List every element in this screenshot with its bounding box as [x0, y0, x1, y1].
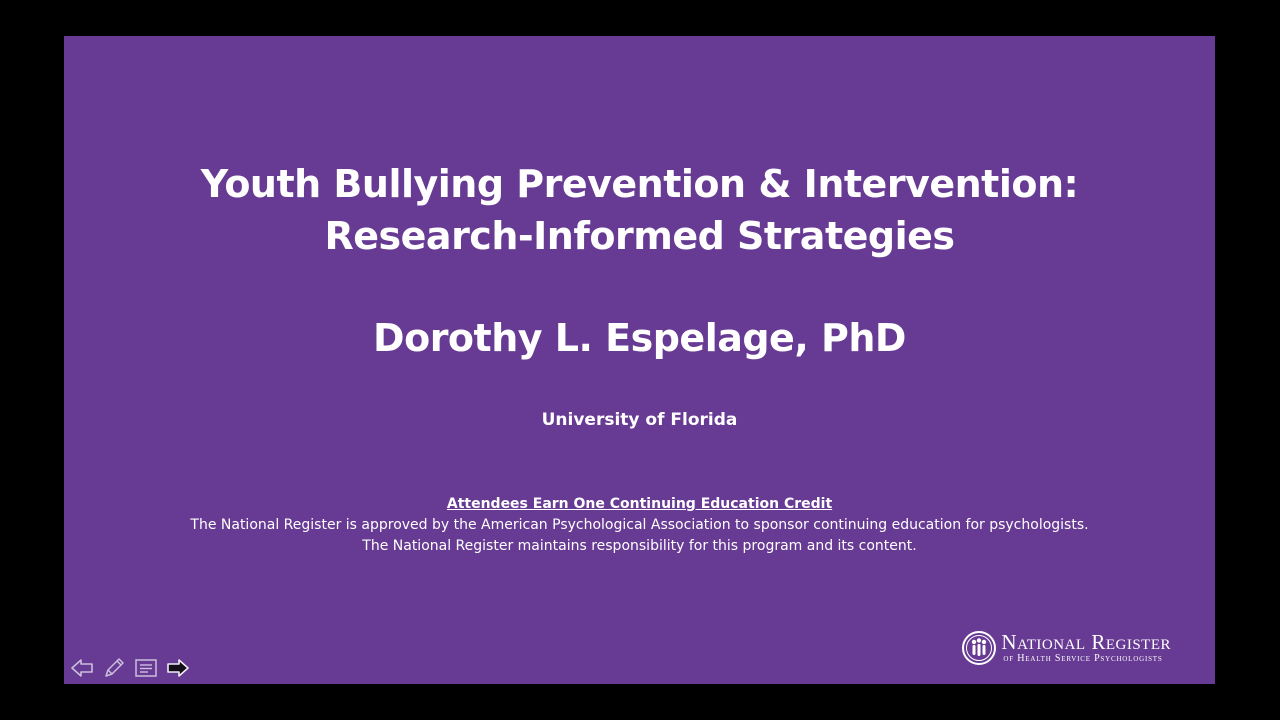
slide-title-line-2: Research-Informed Strategies: [324, 214, 955, 258]
logo-wordmark: [1001, 632, 1171, 664]
slide-menu-button[interactable]: [132, 654, 160, 682]
presentation-slide: [64, 36, 1215, 684]
pen-tool-button[interactable]: [100, 654, 128, 682]
national-register-emblem-icon: [961, 630, 997, 666]
slide-title-line-1: Youth Bullying Prevention & Intervention:: [200, 162, 1079, 206]
presenter-name: Dorothy L. Espelage, PhD: [373, 316, 906, 360]
ce-heading: Attendees Earn One Continuing Education Credit: [446, 496, 833, 512]
slide-title: [64, 158, 1215, 262]
ce-line-1: The National Register is approved by the American Psychological Association to sponsor continuing education for psychologists.: [190, 517, 1089, 533]
presenter-affiliation: University of Florida: [541, 410, 738, 430]
menu-icon: [134, 658, 158, 678]
national-register-logo: [961, 630, 1171, 666]
logo-line-1: National Register: [1001, 630, 1171, 654]
previous-slide-button[interactable]: [68, 654, 96, 682]
arrow-left-icon: [70, 657, 94, 679]
next-slide-button[interactable]: [164, 654, 192, 682]
logo-line-2: of Health Service Psychologists: [1003, 653, 1163, 664]
ce-line-2: The National Register maintains responsibility for this program and its content.: [362, 538, 917, 554]
slideshow-controls: [68, 654, 192, 682]
arrow-right-icon: [166, 657, 190, 679]
continuing-education-notice: [64, 494, 1215, 557]
pen-icon: [102, 656, 126, 680]
